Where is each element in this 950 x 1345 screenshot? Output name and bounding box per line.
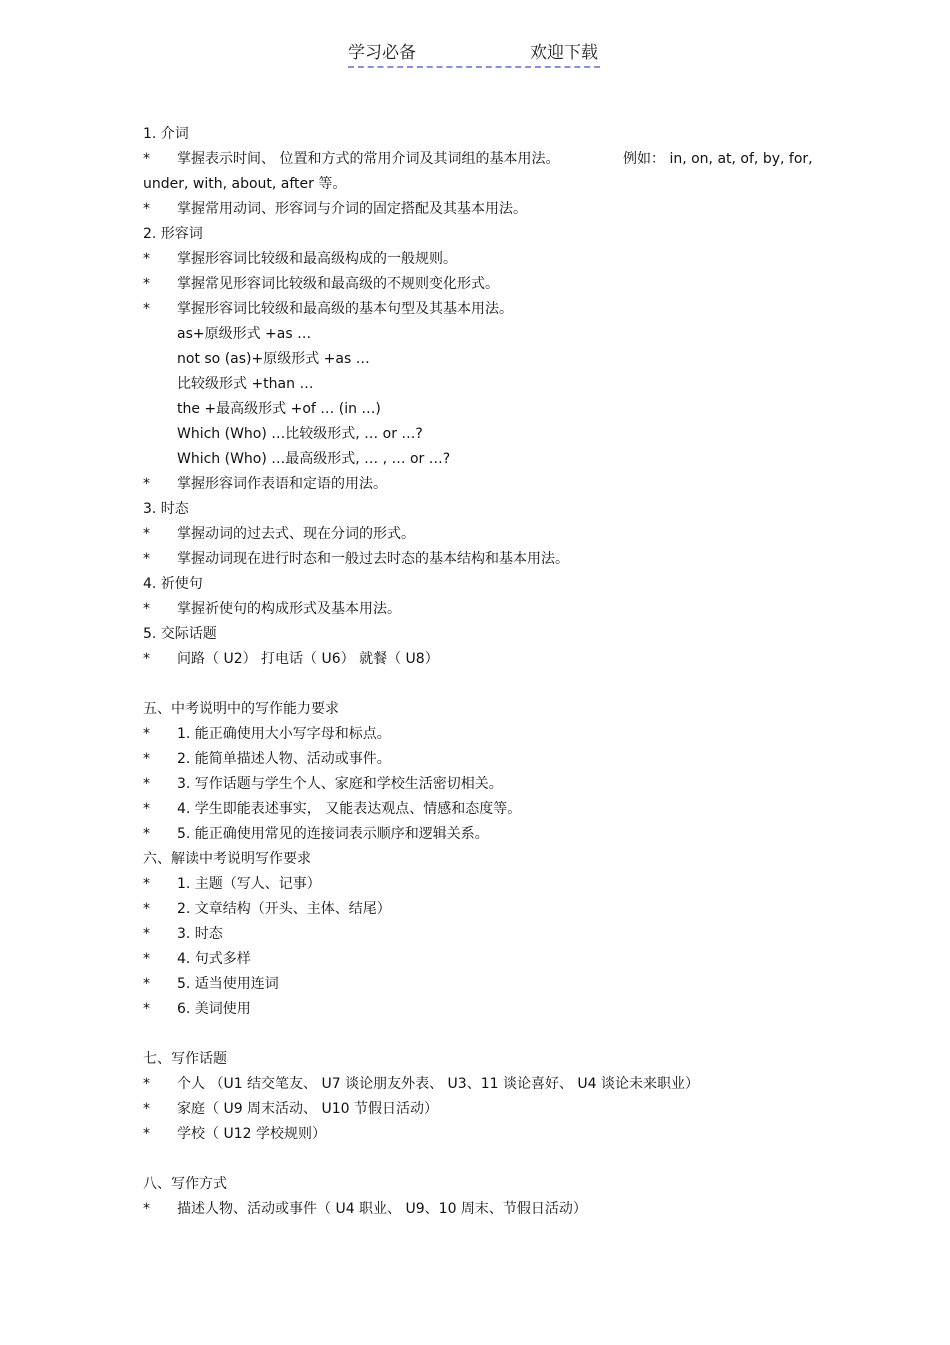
- list-item-text: 5. 适当使用连词: [177, 976, 279, 992]
- list-item-text: 问路（ U2） 打电话（ U6） 就餐（ U8）: [177, 651, 439, 667]
- pattern-line: not so (as)+原级形式 +as …: [177, 351, 370, 367]
- section-heading: 五、中考说明中的写作能力要求: [143, 701, 339, 717]
- list-item: [143, 722, 823, 747]
- bullet-mark: *: [143, 1001, 150, 1017]
- bullet-mark: *: [143, 751, 150, 767]
- section-heading: 八、写作方式: [143, 1176, 227, 1192]
- list-item-text: 掌握常见形容词比较级和最高级的不规则变化形式。: [177, 276, 499, 292]
- pattern-line: as+原级形式 +as …: [177, 326, 312, 342]
- page-header: [348, 42, 600, 68]
- bullet-mark: *: [143, 726, 150, 742]
- pattern-line: the +最高级形式 +of … (in …): [177, 401, 381, 417]
- list-item: [143, 522, 823, 547]
- document-body: [143, 122, 823, 1222]
- spacer: [143, 1147, 823, 1172]
- list-item-text: 描述人物、活动或事件（ U4 职业、 U9、10 周末、节假日活动）: [177, 1201, 587, 1217]
- section-heading: 七、写作话题: [143, 1051, 227, 1067]
- list-item-text: 4. 句式多样: [177, 951, 251, 967]
- bullet-mark: *: [143, 976, 150, 992]
- list-item-text: 掌握形容词比较级和最高级的基本句型及其基本用法。: [177, 301, 513, 317]
- list-item: [143, 822, 823, 847]
- section-heading: 3. 时态: [143, 501, 189, 517]
- list-item-text: 家庭（ U9 周末活动、 U10 节假日活动）: [177, 1101, 439, 1117]
- list-item: [143, 272, 823, 297]
- list-item: [143, 772, 823, 797]
- spacer: [143, 1022, 823, 1047]
- list-item: [143, 922, 823, 947]
- list-item-example: 例如： in, on, at, of, by, for,: [623, 151, 813, 167]
- list-item-text: 掌握动词现在进行时态和一般过去时态的基本结构和基本用法。: [177, 551, 569, 567]
- list-item: [143, 647, 823, 672]
- list-item: [143, 547, 823, 572]
- list-item-text: 3. 时态: [177, 926, 223, 942]
- list-item-text: 6. 美词使用: [177, 1001, 251, 1017]
- list-item-text: 掌握形容词比较级和最高级构成的一般规则。: [177, 251, 457, 267]
- bullet-mark: *: [143, 876, 150, 892]
- bullet-mark: *: [143, 601, 150, 617]
- bullet-mark: *: [143, 1101, 150, 1117]
- bullet-mark: *: [143, 476, 150, 492]
- bullet-mark: *: [143, 201, 150, 217]
- list-item-continuation: under, with, about, after 等。: [143, 176, 347, 192]
- bullet-mark: *: [143, 1201, 150, 1217]
- list-item: [143, 1197, 823, 1222]
- list-item: [143, 247, 823, 272]
- list-item: [143, 147, 823, 172]
- section-heading: 2. 形容词: [143, 226, 203, 242]
- list-item: [143, 972, 823, 997]
- list-item-text: 4. 学生即能表述事实， 又能表达观点、情感和态度等。: [177, 801, 522, 817]
- bullet-mark: *: [143, 826, 150, 842]
- list-item: [143, 897, 823, 922]
- bullet-mark: *: [143, 526, 150, 542]
- list-item-text: 2. 文章结构（开头、主体、结尾）: [177, 901, 391, 917]
- list-item: [143, 1072, 823, 1097]
- header-right-text: 欢迎下载: [530, 43, 598, 63]
- pattern-line: Which (Who) …比较级形式, … or …?: [177, 426, 423, 442]
- bullet-mark: *: [143, 951, 150, 967]
- bullet-mark: *: [143, 1126, 150, 1142]
- list-item: [143, 947, 823, 972]
- list-item: [143, 997, 823, 1022]
- list-item: [143, 297, 823, 322]
- list-item: [143, 872, 823, 897]
- bullet-mark: *: [143, 276, 150, 292]
- list-item-text: 掌握形容词作表语和定语的用法。: [177, 476, 387, 492]
- bullet-mark: *: [143, 301, 150, 317]
- list-item: [143, 797, 823, 822]
- list-item-text: 个人 （U1 结交笔友、 U7 谈论朋友外表、 U3、11 谈论喜好、 U4 谈论未来职业）: [177, 1076, 700, 1092]
- bullet-mark: *: [143, 801, 150, 817]
- bullet-mark: *: [143, 926, 150, 942]
- list-item: [143, 747, 823, 772]
- section-heading: 4. 祈使句: [143, 576, 203, 592]
- list-item: [143, 472, 823, 497]
- section-heading: 1. 介词: [143, 126, 189, 142]
- list-item: [143, 197, 823, 222]
- pattern-line: Which (Who) …最高级形式, … , … or …?: [177, 451, 451, 467]
- section-heading: 5. 交际话题: [143, 626, 217, 642]
- list-item: [143, 1122, 823, 1147]
- list-item-text: 3. 写作话题与学生个人、家庭和学校生活密切相关。: [177, 776, 503, 792]
- list-item: [143, 1097, 823, 1122]
- section-heading: 六、解读中考说明写作要求: [143, 851, 311, 867]
- bullet-mark: *: [143, 551, 150, 567]
- list-item-text: 1. 主题（写人、记事）: [177, 876, 321, 892]
- bullet-mark: *: [143, 651, 150, 667]
- list-item-text: 学校（ U12 学校规则）: [177, 1126, 326, 1142]
- list-item-text: 2. 能简单描述人物、活动或事件。: [177, 751, 391, 767]
- list-item-text: 掌握祈使句的构成形式及基本用法。: [177, 601, 401, 617]
- pattern-line: 比较级形式 +than …: [177, 376, 314, 392]
- bullet-mark: *: [143, 151, 150, 167]
- list-item-text: 5. 能正确使用常见的连接词表示顺序和逻辑关系。: [177, 826, 489, 842]
- list-item-text: 1. 能正确使用大小写字母和标点。: [177, 726, 391, 742]
- list-item-text: 掌握表示时间、 位置和方式的常用介词及其词组的基本用法。: [177, 151, 560, 167]
- header-left-text: 学习必备: [348, 43, 416, 63]
- bullet-mark: *: [143, 1076, 150, 1092]
- list-item-text: 掌握动词的过去式、现在分词的形式。: [177, 526, 415, 542]
- bullet-mark: *: [143, 776, 150, 792]
- list-item: [143, 597, 823, 622]
- bullet-mark: *: [143, 901, 150, 917]
- bullet-mark: *: [143, 251, 150, 267]
- spacer: [143, 672, 823, 697]
- list-item-text: 掌握常用动词、形容词与介词的固定搭配及其基本用法。: [177, 201, 527, 217]
